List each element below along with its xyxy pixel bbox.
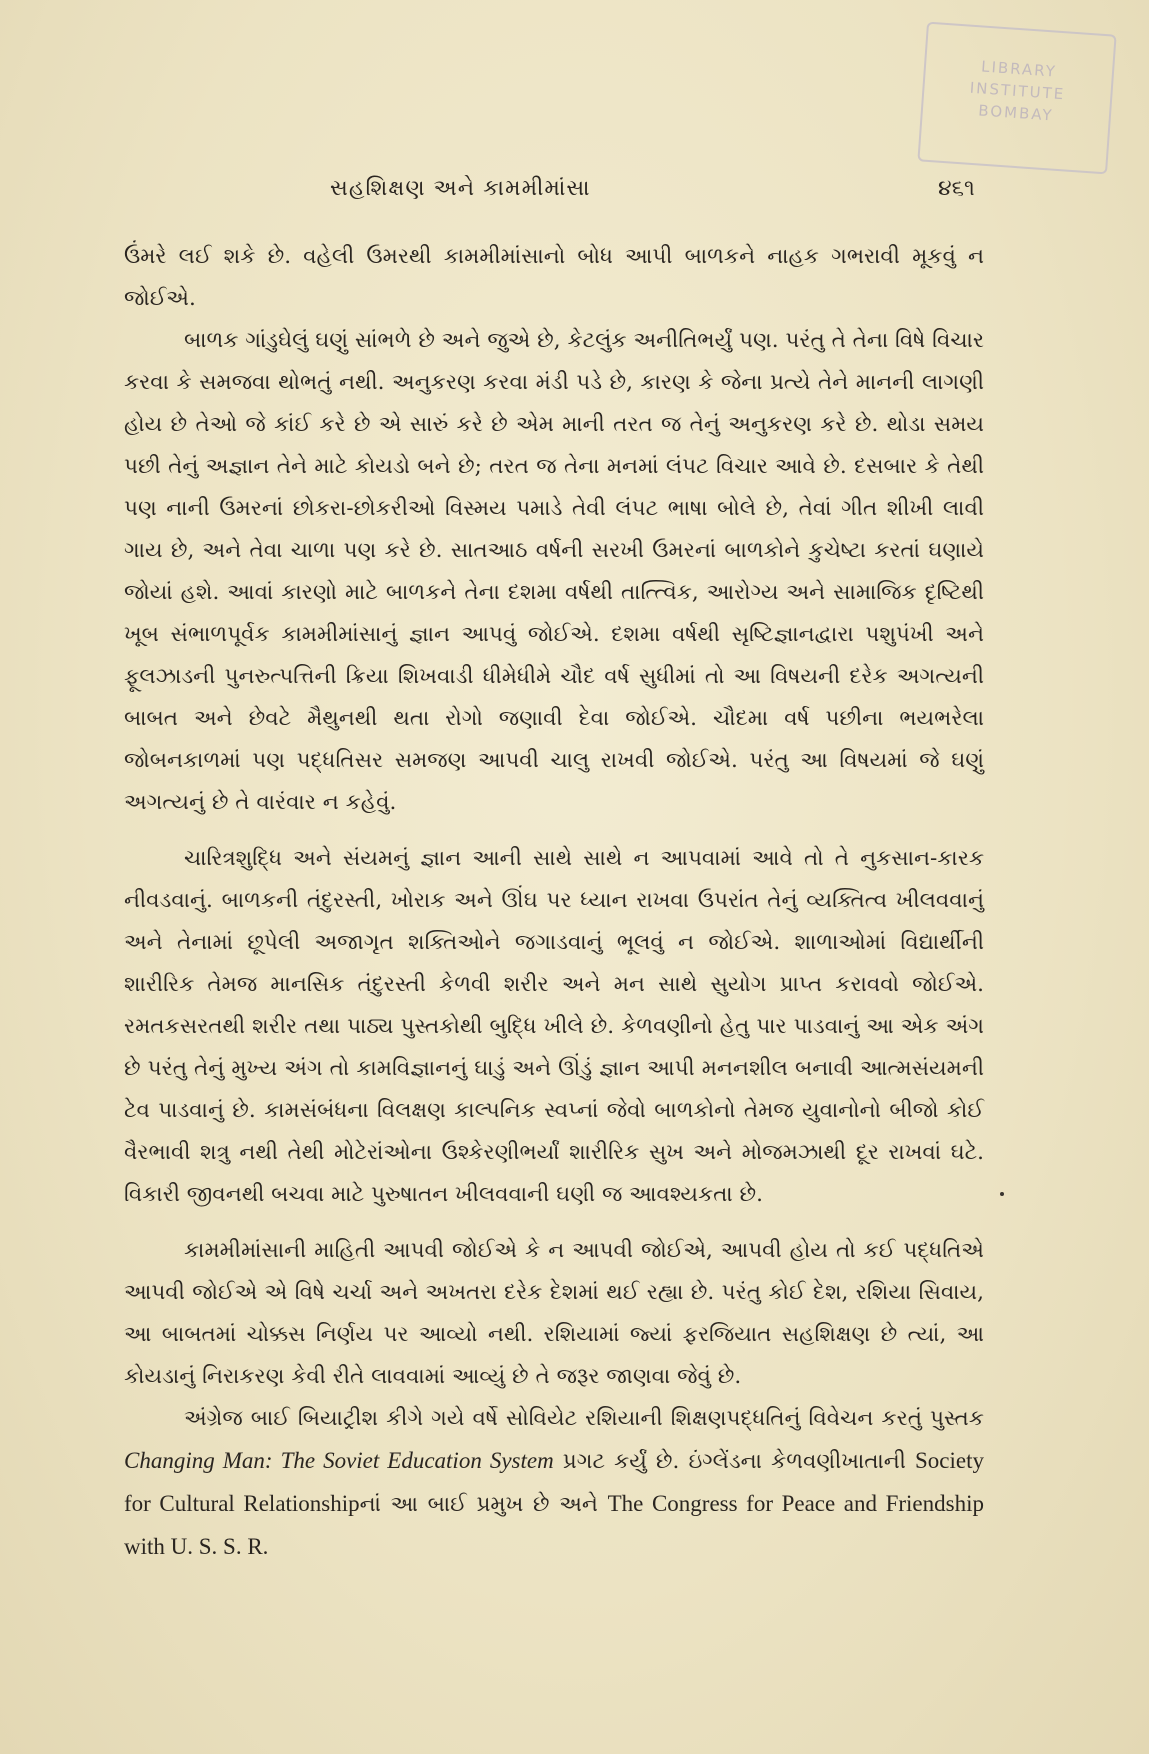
paragraph: ચારિત્રશુદ્ધિ અને સંયમનું જ્ઞાન આની સાથે સાથે ન આપવામાં આવે તો તે નુકસાન-કારક નીવડવાનું. બાળકની તંદુરસ્તી, ખોરાક અને ઊંઘ પર ધ્યાન રાખવા ઉપરાંત તેનું વ્યક્તિત્વ ખીલવવાનું અને તેનામાં છૂપેલી અજાગૃત શક્તિઓને જગાડવાનું ભૂલવું ન જોઈએ. શાળાઓમાં વિદ્યાર્થીની શારીરિક તેમજ માનસિક તંદુરસ્તી કેળવી શરીર અને મન સાથે સુયોગ પ્રાપ્ત કરાવવો જોઈએ. રમતકસરતથી શરીર તથા પાઠ્ય પુસ્તકોથી બુદ્ધિ ખીલે છે. કેળવણીનો હેતુ પાર પાડવાનું આ એક અંગ છે પરંતુ તેનું મુખ્ય અંગ તો કામવિજ્ઞાનનું ઘાડું અને ઊંડું જ્ઞાન આપી મનનશીલ બનાવી આત્મસંયમની ટેવ પાડવાનું છે. કામસંબંધના વિલક્ષણ કાલ્પનિક સ્વપ્નાં જેવો બાળકોનો તેમજ યુવાનોનો બીજો કોઈ વૈરભાવી શત્રુ નથી તેથી મોટેરાંઓના ઉશ્કેરણીભર્યાં શારીરિક સુખ અને મોજમઝાથી દૂર રાખવાં ઘટે. વિકારી જીવનથી બચવા માટે પુરુષાતન ખીલવવાની ઘણી જ આવશ્યકતા છે. xyxy=(124,846,984,1207)
page-number: ૪૬૧ xyxy=(938,176,975,201)
stamp-line: LIBRARY xyxy=(980,57,1058,81)
running-title: સહશિક્ષણ અને કામમીમાંસા xyxy=(330,176,591,201)
library-stamp xyxy=(917,22,1116,175)
stamp-line: BOMBAY xyxy=(977,101,1055,125)
stamp-line: INSTITUTE xyxy=(969,78,1066,104)
society-name: Society for Cultural Relationship xyxy=(124,1448,984,1516)
paragraph-segment: નાં આ બાઈ પ્રમુખ છે અને xyxy=(359,1492,608,1517)
paragraph-segment: અંગ્રેજ બાઈ બિયાટ્રીશ કીગે ગયે વર્ષે સોવિયેટ રશિયાની શિક્ષણપદ્ધતિનું વિવેચન કરતું પુસ્તક xyxy=(184,1406,984,1431)
congress-name: The Congress for Peace and Friendship with U. S. S. R. xyxy=(124,1491,984,1559)
paragraph: બાળક ગાંડુઘેલું ઘણું સાંભળે છે અને જુએ છે, કેટલુંક અનીતિભર્યું પણ. પરંતુ તે તેના વિષે વિચાર કરવા કે સમજવા થોભતું નથી. અનુકરણ કરવા મંડી પડે છે, કારણ કે જેના પ્રત્યે તેને માનની લાગણી હોય છે તેઓ જે કાંઈ કરે છે એ સારું કરે છે એમ માની તરત જ તેનું અનુકરણ કરે છે. થોડા સમય પછી તેનું અજ્ઞાન તેને માટે કોયડો બને છે; તરત જ તેના મનમાં લંપટ વિચાર આવે છે. દસબાર કે તેથી પણ નાની ઉમરનાં છોકરા-છોકરીઓ વિસ્મય પમાડે તેવી લંપટ ભાષા બોલે છે, તેવાં ગીત શીખી લાવી ગાય છે, અને તેવા ચાળા પણ કરે છે. સાતઆઠ વર્ષની સરખી ઉમરનાં બાળકોને કુચેષ્ટા કરતાં ઘણાયે જોયાં હશે. આવાં કારણો માટે બાળકને તેના દશમા વર્ષથી તાત્ત્વિક, આરોગ્ય અને સામાજિક દૃષ્ટિથી ખૂબ સંભાળપૂર્વક કામમીમાંસાનું જ્ઞાન આપવું જોઈએ. દશમા વર્ષથી સૃષ્ટિજ્ઞાનદ્વારા પશુપંખી અને ફૂલઝાડની પુનરુત્પત્તિની ક્રિયા શિખવાડી ધીમેધીમે ચૌદ વર્ષ સુધીમાં તો આ વિષયની દરેક અગત્યની બાબત અને છેવટે મૈથુનથી થતા રોગો જણાવી દેવા જોઈએ. ચૌદમા વર્ષ પછીના ભયભરેલા જોબનકાળમાં પણ પદ્ધતિસર સમજણ આપવી ચાલુ રાખવી જોઈએ. પરંતુ આ વિષયમાં જે ઘણું અગત્યનું છે તે વારંવાર ન કહેવું. xyxy=(124,328,984,815)
paragraph xyxy=(124,1398,984,1569)
book-title: Changing Man: The Soviet Education System xyxy=(124,1448,554,1473)
ink-dot xyxy=(1000,1192,1004,1196)
paragraph: કામમીમાંસાની માહિતી આપવી જોઈએ કે ન આપવી જોઈએ, આપવી હોય તો કઈ પદ્ધતિએ આપવી જોઈએ એ વિષે ચર્ચા અને અખતરા દરેક દેશમાં થઈ રહ્યા છે. પરંતુ કોઈ દેશ, રશિયા સિવાય, આ બાબતમાં ચોક્કસ નિર્ણય પર આવ્યો નથી. રશિયામાં જ્યાં ફરજિયાત સહશિક્ષણ છે ત્યાં, આ કોયડાનું નિરાકરણ કેવી રીતે લાવવામાં આવ્યું છે તે જરૂર જાણવા જેવું છે. xyxy=(124,1238,984,1389)
page-header xyxy=(0,170,1149,210)
paragraph-segment: પ્રગટ કર્યું છે. ઇંગ્લેંડના કેળવણીખાતાની xyxy=(553,1449,915,1474)
body-text xyxy=(124,236,984,1569)
paragraph: ઉંમરે લઈ શકે છે. વહેલી ઉમરથી કામમીમાંસાનો બોધ આપી બાળકને નાહક ગભરાવી મૂકવું ન જોઈએ. xyxy=(124,244,984,311)
